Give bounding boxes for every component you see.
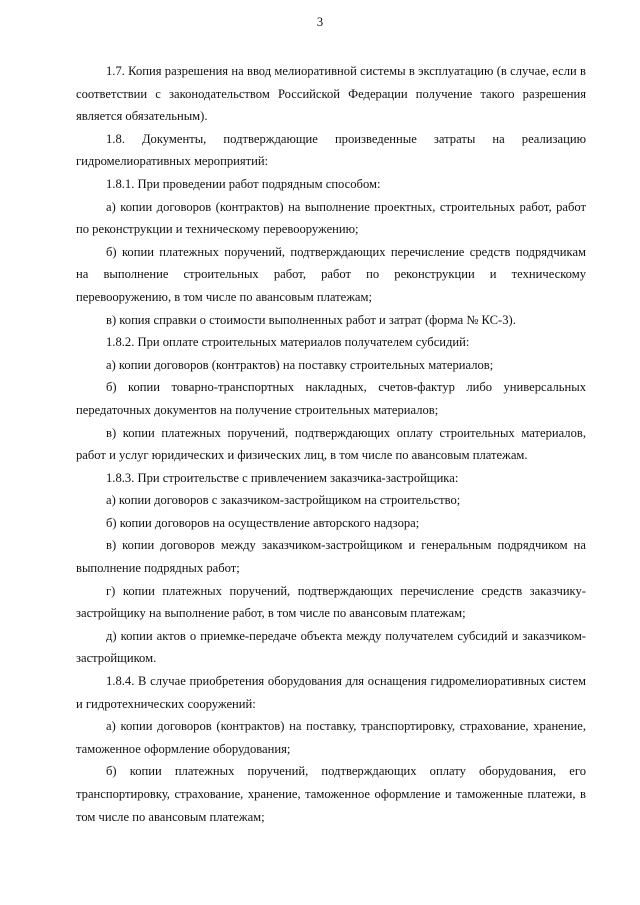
paragraph-1-8-2-b: б) копии товарно-транспортных накладных, счетов-фактур либо универсальных передаточных документов на получение строительных материалов;: [76, 380, 586, 417]
paragraph-1-8-3-g: г) копии платежных поручений, подтверждающих перечисление средств заказчику-застройщику на выполнение работ, в том числе по авансовым платежам;: [76, 583, 586, 621]
paragraph-1-8-2-v: в) копии платежных поручений, подтверждающих оплату строительных материалов, работ и услуг юридических и физических лиц, в том числе по авансовым платежам.: [76, 425, 586, 463]
paragraph-1-8-3-b: б) копии договоров на осуществление авторского надзора;: [106, 515, 420, 530]
paragraph-1-7: 1.7. Копия разрешения на ввод мелиоративной системы в эксплуатацию (в случае, если в соответствии с законодательством Российской Федерации получение такого разрешения является обязательным).: [76, 64, 586, 124]
paragraph-1-8: 1.8. Документы, подтверждающие произведенные затраты на реализацию гидромелиоративных мероприятий:: [76, 131, 586, 169]
document-body: [76, 60, 586, 828]
paragraph-1-8-2: 1.8.2. При оплате строительных материалов получателем субсидий:: [106, 335, 470, 350]
paragraph-1-8-3-v: в) копии договоров между заказчиком-застройщиком и генеральным подрядчиком на выполнение подрядных работ;: [76, 538, 586, 576]
paragraph-1-8-1-v: в) копия справки о стоимости выполненных работ и затрат (форма № КС-3).: [106, 312, 516, 327]
paragraph-1-8-1: 1.8.1. При проведении работ подрядным способом:: [106, 176, 381, 191]
paragraph-1-8-3-a: а) копии договоров с заказчиком-застройщиком на строительство;: [106, 493, 461, 508]
paragraph-1-8-1-b: б) копии платежных поручений, подтверждающих перечисление средств подрядчикам на выполнение строительных работ, работ по реконструкции и техническому перевооружению, в том числе по авансовым платежам;: [76, 244, 586, 304]
paragraph-1-8-3: 1.8.3. При строительстве с привлечением заказчика-застройщика:: [106, 470, 459, 485]
paragraph-1-8-4-b: б) копии платежных поручений, подтверждающих оплату оборудования, его транспортировку, страхование, хранение, таможенное оформление и таможенные платежи, в том числе по авансовым платежам;: [76, 764, 586, 824]
paragraph-1-8-4-a: а) копии договоров (контрактов) на поставку, транспортировку, страхование, хранение, таможенное оформление оборудования;: [76, 719, 586, 756]
paragraph-1-8-3-d: д) копии актов о приемке-передаче объекта между получателем субсидий и заказчиком-застройщиком.: [76, 628, 586, 666]
paragraph-1-8-1-a: а) копии договоров (контрактов) на выполнение проектных, строительных работ, работ по реконструкции и техническому перевооружению;: [76, 199, 586, 237]
paragraph-1-8-4: 1.8.4. В случае приобретения оборудования для оснащения гидромелиоративных систем и гидротехнических сооружений:: [76, 674, 586, 711]
paragraph-1-8-2-a: а) копии договоров (контрактов) на поставку строительных материалов;: [106, 357, 494, 372]
page-number: 3: [316, 15, 324, 29]
